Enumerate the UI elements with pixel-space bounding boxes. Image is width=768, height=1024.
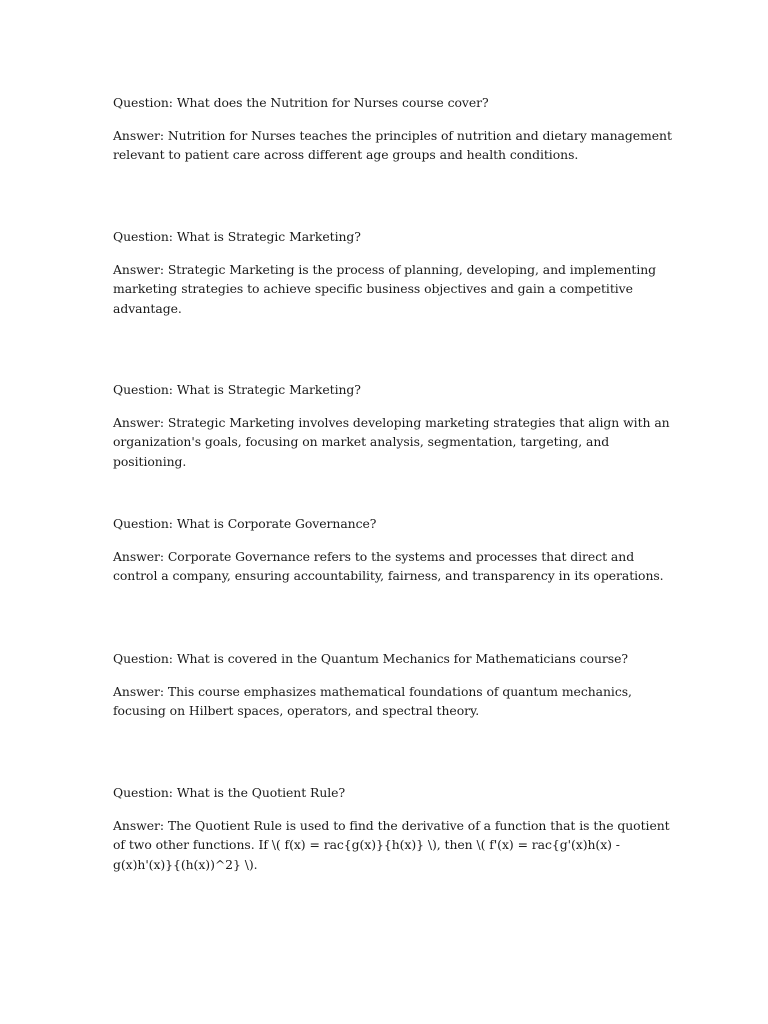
question-text: Question: What is Strategic Marketing?	[113, 382, 361, 397]
answer-text: Answer: Strategic Marketing involves developing marketing strategies that align with an organization's goals, focusing on market analysis, segmentation, targeting, and positioning.	[113, 414, 670, 469]
qa-entry	[113, 783, 673, 874]
question-text: Question: What is the Quotient Rule?	[113, 785, 346, 800]
answer-text: Answer: Nutrition for Nurses teaches the principles of nutrition and dietary management relevant to patient care across different age groups and health conditions.	[113, 127, 672, 162]
answer-text: Answer: The Quotient Rule is used to find the derivative of a function that is the quotient of two other functions. If \( f(x) = rac{g(x)}{h(x)} \), then \( f'(x) = rac{g'(x)h(x) - g(x)h'(x)}{(h(x))^2} \).	[113, 817, 670, 872]
qa-entry	[113, 227, 673, 318]
qa-entry	[113, 93, 673, 165]
answer-text: Answer: Corporate Governance refers to the systems and processes that direct and control a company, ensuring accountability, fairness, and transparency in its operations.	[113, 548, 664, 583]
qa-entry	[113, 514, 673, 586]
question-text: Question: What does the Nutrition for Nurses course cover?	[113, 95, 489, 110]
answer-text: Answer: This course emphasizes mathematical foundations of quantum mechanics, focusing on Hilbert spaces, operators, and spectral theory.	[113, 683, 632, 718]
qa-entry	[113, 380, 673, 471]
question-text: Question: What is Corporate Governance?	[113, 516, 377, 531]
question-text: Question: What is covered in the Quantum Mechanics for Mathematicians course?	[113, 651, 628, 666]
qa-entry	[113, 649, 673, 721]
answer-text: Answer: Strategic Marketing is the process of planning, developing, and implementing marketing strategies to achieve specific business objectives and gain a competitive advantage.	[113, 261, 657, 316]
question-text: Question: What is Strategic Marketing?	[113, 229, 361, 244]
